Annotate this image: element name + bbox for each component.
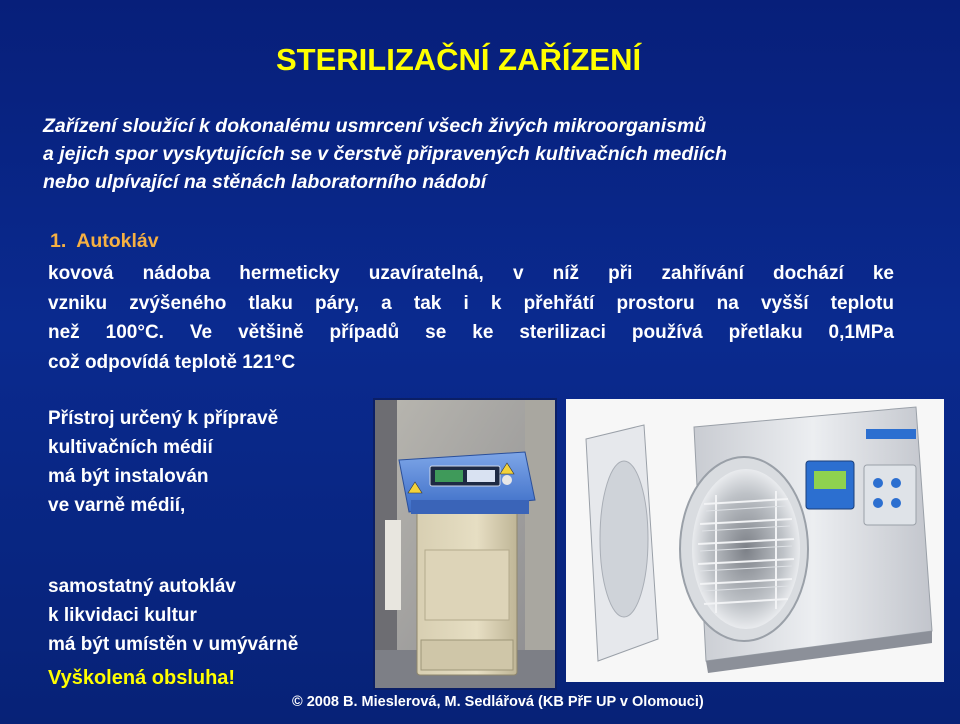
autoclave-description: [48, 259, 894, 377]
copyright-footer: © 2008 B. Mieslerová, M. Sedlářová (KB PřF UP v Olomouci): [292, 694, 704, 710]
note-line: ve varně médií,: [48, 495, 186, 516]
intro-line: a jejich spor vyskytujících se v čerstvě připravených kultivačních mediích: [43, 143, 727, 165]
intro-text: [43, 112, 923, 196]
slide-title: STERILIZAČNÍ ZAŘÍZENÍ: [276, 42, 642, 77]
note-line: k likvidaci kultur: [48, 605, 197, 626]
description-line: kovová nádoba hermeticky uzavíratelná, v níž při zahřívání dochází ke: [48, 263, 894, 284]
section-heading: [50, 230, 159, 253]
note-line: má být instalován: [48, 466, 209, 487]
note-line: samostatný autokláv: [48, 576, 236, 597]
section-heading-label: Autokláv: [76, 230, 159, 252]
description-line: což odpovídá teplotě 121°C: [48, 351, 296, 373]
intro-line: nebo ulpívající na stěnách laboratorního nádobí: [43, 171, 487, 193]
autoclave-photo-floor: [373, 398, 557, 690]
warning-text: Vyškolená obsluha!: [48, 667, 236, 689]
section-number: 1.: [50, 230, 67, 252]
autoclave-photo-tabletop: [566, 399, 944, 682]
tabletop-autoclave-illustration: [566, 399, 944, 682]
floor-autoclave-illustration: [375, 400, 555, 688]
placement-notes: [48, 404, 378, 659]
note-line: má být umístěn v umývárně: [48, 634, 299, 655]
note-line: Přístroj určený k přípravě: [48, 408, 279, 429]
description-line: vzniku zvýšeného tlaku páry, a tak i k přehřátí prostoru na vyšší teplotu: [48, 292, 894, 314]
note-line: kultivačních médií: [48, 437, 213, 458]
intro-line: Zařízení sloužící k dokonalému usmrcení všech živých mikroorganismů: [43, 115, 707, 137]
description-line: než 100°C. Ve většině případů se ke sterilizaci používá přetlaku 0,1MPa: [48, 322, 894, 343]
